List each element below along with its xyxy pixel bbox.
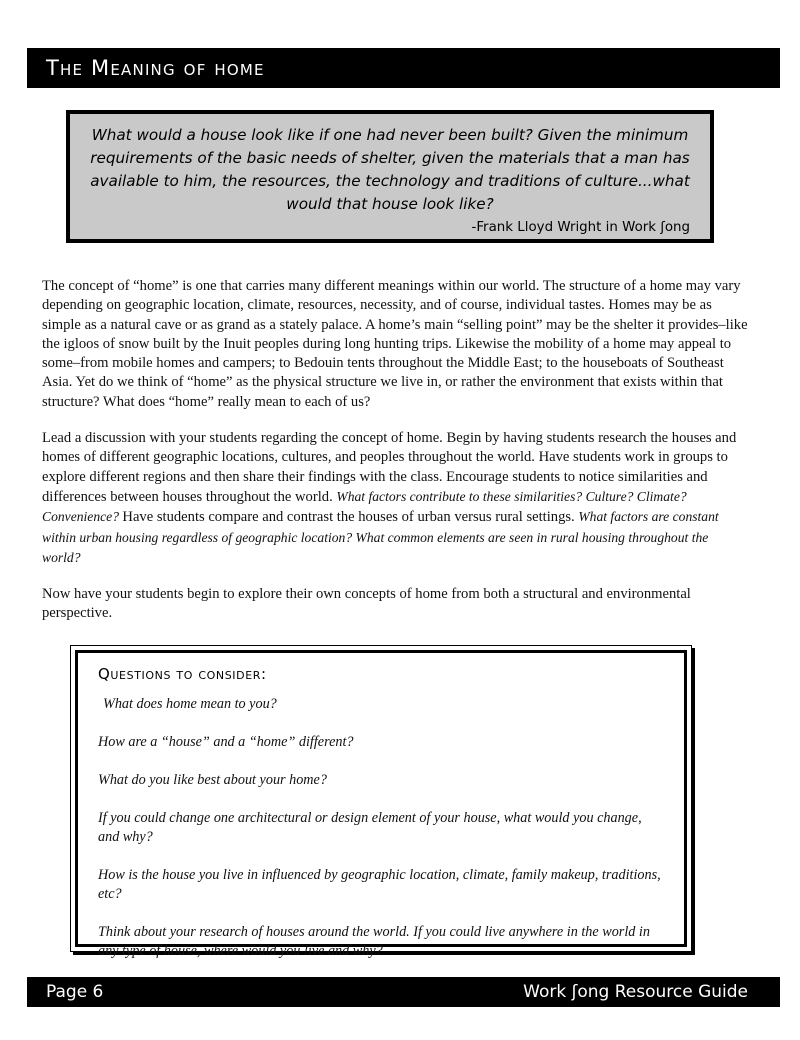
stylized-s-glyph: ʃ [660, 220, 665, 236]
page-title: The Meaning of home [46, 56, 265, 80]
guide-title-prefix: Work [523, 982, 572, 1002]
body-paragraph-3 [42, 585, 750, 624]
quote-callout-box [66, 110, 714, 243]
paragraph-run-italic: What factors contribute to these similarities? Culture? Climate? Convenience? [42, 488, 687, 525]
question-item: Think about your research of houses around the world. If you could live anywhere in the world in any type of house, where would you live and why? [98, 924, 650, 959]
question-item: If you could change one architectural or design element of your house, what would you change, and why? [98, 810, 642, 845]
quote-attribution-suffix: ong [664, 220, 690, 236]
body-paragraph-2 [42, 429, 750, 568]
questions-box-heading: Questions to consider: [98, 665, 267, 683]
question-item: How are a “house” and a “home” different? [98, 734, 354, 750]
page-header-bar [27, 48, 780, 88]
questions-box-inner-frame [75, 650, 687, 959]
questions-to-consider-box [70, 645, 692, 959]
paragraph-run-italic: What factors are constant within urban housing regardless of geographic location? What common elements are seen in rural housing throughout the world? [42, 509, 719, 565]
paragraph-run: Lead a discussion with your students regarding the concept of home. Begin by having students research the houses and homes of different geographic locations, cultures, and peoples throughout the world. Have students work in groups to explore different regions and then share their findings with the class. Encourage students to notice similarities and differences between houses throughout the world. [42, 430, 737, 505]
question-item: How is the house you live in influenced by geographic location, climate, family makeup, traditions, etc? [98, 867, 661, 902]
paragraph-run: Now have your students begin to explore their own concepts of home from both a structural and environmental perspective. [42, 586, 691, 622]
guide-title-label [523, 982, 780, 1002]
page-number-label: Page 6 [46, 982, 104, 1002]
question-item: What does home mean to you? [103, 696, 277, 712]
paragraph-run: The concept of “home” is one that carries many different meanings within our world. The structure of a home may vary depending on geographic location, climate, resources, necessity, and of course, individual tastes. Homes may be as simple as a natural cave or as grand as a stately palace. A home’s main “selling point” may be the shelter it provides–like the igloos of snow built by the Inuit peoples during long hunting trips. Likewise the mobility of a home may appeal to some–from mobile homes and campers; to Bedouin tents throughout the Middle East; to the houseboats of Southeast Asia. Yet do we think of “home” as the physical structure we live in, or rather the environment that exists within that structure? What does “home” really mean to each of us? [42, 278, 748, 410]
quote-text: What would a house look like if one had never been built? Given the minimum requirements of the basic needs of shelter, given the materials that a man has available to him, the resources, the technology and traditions of culture...what would that house look like? [90, 126, 690, 214]
paragraph-run: Have students compare and contrast the houses of urban versus rural settings. [122, 509, 579, 526]
guide-title-suffix: ong Resource Guide [577, 982, 748, 1002]
body-paragraph-1 [42, 277, 750, 412]
stylized-s-glyph: ʃ [571, 982, 578, 1002]
quote-attribution-prefix: -Frank Lloyd Wright in Work [471, 220, 661, 236]
quote-attribution [86, 220, 690, 235]
question-item: What do you like best about your home? [98, 772, 327, 788]
page-footer-bar [27, 977, 780, 1007]
body-content [42, 277, 750, 641]
